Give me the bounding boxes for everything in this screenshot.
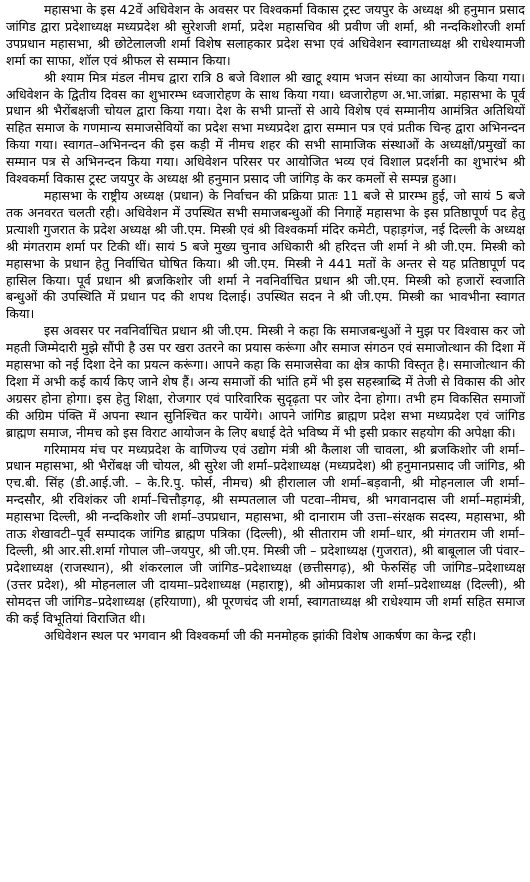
paragraph-tableau: अधिवेशन स्थल पर भगवान श्री विश्वकर्मा जी की मनमोहक झांकी विशेष आकर्षण का केन्द्र रही।: [44, 627, 477, 643]
paragraph-dignitaries: गरिमामय मंच पर मध्यप्रदेश के वाणिज्य एवं उद्योग मंत्री श्री कैलाश जी चावला, श्री ब्रजकिशोर जी शर्मा–प्रधान महासभा, श्री भैरोंबक्ष जी चोयल, श्री सुरेश जी शर्मा–प्रदेशाध्यक्ष (मध्यप्रदेश) श्री हनुमानप्रसाद जी जांगिड, श्री एच.बी. सिंह (डी.आई.जी. – के.रि.पु. फोर्स, नीमच) श्री हीरालाल जी शर्मा–बड़वानी, श्री मोहनलाल जी शर्मा–मन्दसौर, श्री रविशंकर जी शर्मा–चित्तौड़गढ़, श्री सम्पतलाल जी पटवा–नीमच, श्री भगवानदास जी शर्मा–महामंत्री, महासभा दिल्ली, श्री नन्दकिशोर जी शर्मा–उपप्रधान, महासभा, श्री दानाराम जी उत्ता–संरक्षक सदस्य, महासभा, श्री ताऊ शेखावटी–पूर्व सम्पादक जांगिड ब्राह्मण पत्रिका (दिल्ली), श्री सीताराम जी शर्मा–धार, श्री मंगतराम जी शर्मा–दिल्ली, श्री आर.सी.शर्मा गोपाल जी–जयपुर, श्री जी.एम. मिस्त्री जी – प्रदेशाध्यक्ष (गुजरात), श्री बाबूलाल जी पंवार–प्रदेशाध्यक्ष (राजस्थान), श्री शंकरलाल जी जांगिड–प्रदेशाध्यक्ष (छत्तीसगढ़), श्री फेरुसिंह जी जांगिड–प्रदेशाध्यक्ष (उत्तर प्रदेश), श्री मोहनलाल जी दायमा–प्रदेशाध्यक्ष (महाराष्ट्र), श्री ओमप्रकाश जी शर्मा–प्रदेशाध्यक्ष (दिल्ली), श्री सोमदत्त जी जांगिड–प्रदेशाध्यक्ष (हरियाणा), श्री पूरणचंद जी शर्मा, स्वागताध्यक्ष श्री राधेश्याम जी शर्मा सहित समाज की कई विभूतियां विराजित थी।: [6, 441, 525, 626]
paragraph-second-day: श्री श्याम मित्र मंडल नीमच द्वारा रात्रि 8 बजे विशाल श्री खाटू श्याम भजन संध्या का आयोजन किया गया। अधिवेशन के द्वितीय दिवस का शुभारम्भ ध्वजारोहण के साथ किया गया। ध्वजारोहण अ.भा.जांब्रा. महासभा के पूर्व प्रधान श्री भैरोंबक्षजी चोयल द्वारा किया गया। देश के सभी प्रान्तों से आये विशेष एवं सम्मानीय आमंत्रित अतिथियों सहित समाज के गणमान्य समाजसेवियों का प्रदेश सभा मध्यप्रदेश द्वारा सम्मान पत्र एवं प्रतीक चिन्ह द्वारा अभिनन्दन किया गया। स्वागत–अभिनन्दन की इस कड़ी में नीमच शहर की सभी सामाजिक संस्थाओं के अध्यक्षों/प्रमुखों का सम्मान पत्र से अभिनन्दन किया गया। अधिवेशन परिसर पर आयोजित भव्य एवं विशाल प्रदर्शनी का शुभारंभ श्री विश्वकर्मा विकास ट्रस्ट जयपुर के अध्यक्ष श्री हनुमान प्रसाद जी जांगिड़ के कर कमलों से सम्पन्न हुआ।: [6, 69, 525, 187]
paragraph-election: महासभा के राष्ट्रीय अध्यक्ष (प्रधान) के निर्वाचन की प्रक्रिया प्रातः 11 बजे से प्रारम्भ हुई, जो सायं 5 बजे तक अनवरत चलती रही। अधिवेशन में उपस्थित सभी समाजबन्धुओं की निगाहें महासभा के इस प्रतिष्ठापूर्ण पद हेतु प्रत्याशी गुजरात के प्रदेश अध्यक्ष श्री जी.एम. मिस्त्री एवं श्री विश्वकर्मा मंदिर कमेटी, पहाड़गंज, नई दिल्ली के अध्यक्ष श्री मंगतराम शर्मा पर टिकी थीं। सायं 5 बजे मुख्य चुनाव अधिकारी श्री हरिदत्त जी शर्मा ने श्री जी.एम. मिस्त्री को महासभा के प्रधान हेतु निर्वाचित घोषित किया। श्री जी.एम. मिस्त्री ने 441 मतों के अन्तर से यह प्रतिष्ठापूर्ण पद हासिल किया। पूर्व प्रधान श्री ब्रजकिशोर जी शर्मा ने नवनिर्वाचित प्रधान श्री जी.एम. मिस्त्री को हजारों स्वजाति बन्धुओं की उपस्थिति में प्रधान पद की शपथ दिलाई। उपस्थित सदन ने श्री जी.एम. मिस्त्री का भावभीना स्वागत किया।: [6, 187, 525, 322]
paragraph-president-speech: इस अवसर पर नवनिर्वाचित प्रधान श्री जी.एम. मिस्त्री ने कहा कि समाजबन्धुओं ने मुझ पर विश्वास कर जो महती जिम्मेदारी मुझे सौंपी है उस पर खरा उतरने का प्रयास करूंगा और समाज संगठन एवं समाजोत्थान की दिशा में महासभा को नई दिशा देने का प्रयत्न करूंगा। आपने कहा कि समाजसेवा का क्षेत्र काफी विस्तृत है। समाजोत्थान की दिशा में अभी कई कार्य किए जाने शेष हैं। अन्य समाजों की भांति हमें भी इस सहस्त्राब्दि में तेजी से विकास की ओर अग्रसर होना होगा। इस हेतु शिक्षा, रोजगार एवं पारिवारिक सुदृढ़ता पर जोर देना होगा। तभी हम विकसित समाजों की अग्रिम पंक्ति में अपना स्थान सुनिश्चित कर पायेंगे। आपने जांगिड ब्राह्मण प्रदेश सभा मध्यप्रदेश एवं जांगिड ब्राह्मण समाज, नीमच को इस विराट आयोजन के लिए बधाई देते भविष्य में भी इसी प्रकार सहयोग की अपेक्षा की।: [6, 323, 525, 440]
paragraph-felicitation: महासभा के इस 42वें अधिवेशन के अवसर पर विश्वकर्मा विकास ट्रस्ट जयपुर के अध्यक्ष श्री हनुमान प्रसाद जांगिड द्वारा प्रदेशाध्यक्ष मध्यप्रदेश श्री सुरेशजी शर्मा, प्रदेश महासचिव श्री प्रवीण जी शर्मा, श्री नन्दकिशोरजी शर्मा उपप्रधान महासभा, श्री छोटेलालजी शर्मा विशेष सलाहकार प्रदेश सभा एवं अधिवेशन स्वागताध्यक्ष श्री राधेश्यामजी शर्मा का साफा, शॉल एवं श्रीफल से सम्मान किया।: [6, 2, 525, 68]
